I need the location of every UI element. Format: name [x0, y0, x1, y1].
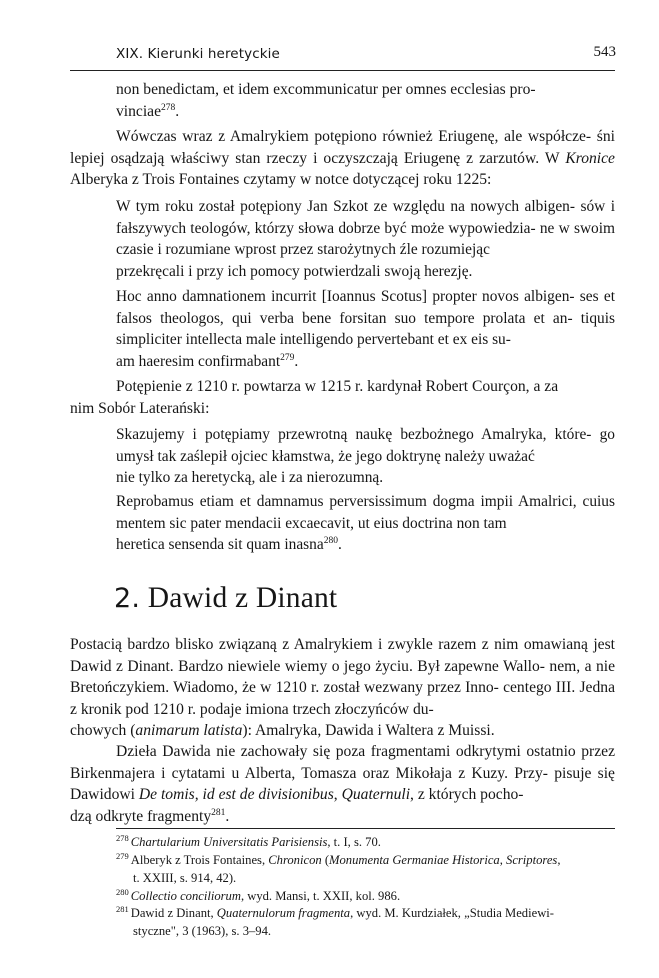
- footnote-279: $^{279}$ Alberyk z Trois Fontaines, Chronicon (Monumenta Germaniae Historica, Scriptores, t. XXIII, s. 914, 42).: [116, 850, 561, 885]
- block-quote-polish-1: W tym roku został potępiony Jan Szkot ze względu na nowych albigen- sów i fałszywych teologów, którzy słowa dobrze być może wypowiedzia- ne w swoim czasie i rozumiane wprost przez starożytnych źle rozumiejąc przekręcali i przy ich pomocy potwierdzali swoją herezję.: [116, 198, 615, 280]
- term-animarum-latista: animarum latista: [135, 722, 243, 739]
- running-head-title: XIX. Kierunki heretyckie: [116, 46, 280, 62]
- running-head: [116, 44, 616, 68]
- footnote-ref-281[interactable]: 281: [211, 807, 226, 818]
- paragraph-courcon: Potępienie z 1210 r. powtarza w 1215 r. kardynał Robert Courçon, a za nim Sobór Laterański:: [70, 378, 559, 417]
- footnote-278: $^{278}$ Chartularium Universitatis Parisiensis, t. I, s. 70.: [116, 832, 381, 849]
- section-number: 2.: [114, 583, 141, 614]
- paragraph-eriugena: Wówczas wraz z Amalrykiem potępiono również Eriugenę, ale współcze- śni lepiej osądzają właściwy stan rzeczy i oczyszczają Eriugenę z zarzutów. W Kronice Alberyka z Trois Fontaines czytamy w notce dotyczącej roku 1225:: [70, 128, 615, 188]
- footnote-rule: [116, 828, 615, 829]
- footnote-ref-279[interactable]: 279: [280, 352, 295, 363]
- footnote-ref-280[interactable]: 280: [323, 535, 338, 546]
- paragraph-latin-continuation: non benedictam, et idem excommunicatur per omnes ecclesias pro- vinciae$^{278}$.: [116, 81, 536, 120]
- block-quote-polish-2: Skazujemy i potępiamy przewrotną naukę bezbożnego Amalryka, które- go umysł tak zaślepił ojciec kłamstwa, że jego doktrynę należy uważać nie tylko za heretycką, ale i za nierozumną.: [116, 426, 615, 486]
- section-heading: [114, 582, 337, 615]
- footnote-281: $^{281}$ Dawid z Dinant, Quaternulorum fragmenta, wyd. M. Kurdziałek, „Studia Mediewi- styczne", 3 (1963), s. 3–94.: [116, 903, 554, 938]
- block-quote-latin-1: Hoc anno damnationem incurrit [Ioannus Scotus] propter novos albigen- ses et falsos theologos, qui verba bene forsitan suo tempore prolata et an- tiquis simpliciter intellecta male intelligendo pervertebant et ex eis su- am haeresim confirmabant$^{279}$.: [116, 288, 615, 370]
- paragraph-dawid-intro: Postacią bardzo blisko związaną z Amalrykiem i zwykle razem z nim omawianą jest Dawid z Dinant. Bardzo niewiele wiemy o jego życiu. Był zapewne Wallo- nem, a nie Bretończykiem. Wiadomo, że w 1210 r. został wezwany przez Inno- centego III. Jedna z kronik pod 1210 r. podaje imiona trzech złoczyńców du- chowych (animarum latista): Amalryka, Dawida i Waltera z Muissi.: [70, 636, 615, 739]
- title-quaternuli: Quaternuli: [341, 786, 411, 803]
- header-rule: [70, 70, 615, 71]
- footnote-ref-278[interactable]: 278: [161, 102, 176, 113]
- title-de-tomis: De tomis, id est de divisionibus: [138, 786, 334, 803]
- section-title: Dawid z Dinant: [147, 582, 338, 614]
- block-quote-latin-2: Reprobamus etiam et damnamus perversissimum dogma impii Amalrici, cuius mentem sic pater mendacii excaecavit, ut eius doctrina non tam heretica sensenda sit quam inasna$^{280}$.: [116, 493, 615, 553]
- page-number: 543: [593, 44, 616, 60]
- paragraph-dawid-works: Dzieła Dawida nie zachowały się poza fragmentami odkrytymi ostatnio przez Birkenmajera i cytatami u Alberta, Tomasza oraz Mikołaja z Kuzy. Przy- pisuje się Dawidowi De tomis, id est de divisionibus, Quaternuli, z których pocho- dzą odkryte fragmenty$^{281}$.: [70, 743, 615, 825]
- footnote-280: $^{280}$ Collectio conciliorum, wyd. Mansi, t. XXII, kol. 986.: [116, 886, 401, 903]
- title-kronika: Kronice: [565, 149, 615, 167]
